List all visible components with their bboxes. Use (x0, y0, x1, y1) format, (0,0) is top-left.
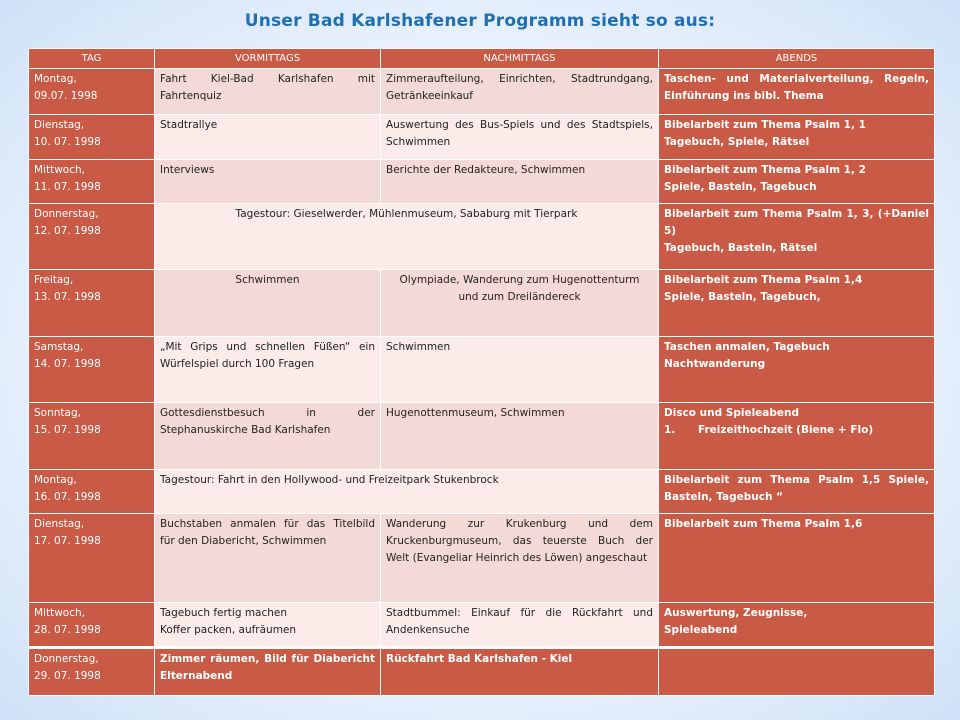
afternoon-text: Olympiade, Wanderung zum Hugenottenturm (399, 274, 640, 286)
list-text: Freizeithochzeit (Biene + Flo) (698, 424, 874, 436)
header-nachmittags: NACHMITTAGS (381, 49, 659, 69)
date-label: 15. 07. 1998 (34, 424, 101, 436)
evening-cell (659, 160, 935, 204)
day-label: Freitag, (34, 274, 74, 286)
header-row (29, 49, 935, 69)
morning-text: Gottesdienstbesuch in der (160, 407, 375, 419)
afternoon-text: Schwimmen (386, 341, 451, 353)
morning-cell (155, 403, 381, 470)
afternoon-text: Stadtbummel: Einkauf für die Rückfahrt und (386, 607, 653, 619)
day-cell (29, 270, 155, 337)
evening-text: Bibelarbeit zum Thema Psalm 1,6 (664, 518, 863, 530)
day-cell (29, 470, 155, 514)
evening-text: Tagebuch, Spiele, Rätsel (664, 136, 810, 148)
evening-text: Disco und Spieleabend (664, 407, 800, 419)
morning-text: Stadtrallye (160, 119, 218, 131)
evening-cell (659, 115, 935, 160)
morning-text: für den Diabericht, Schwimmen (160, 535, 327, 547)
date-label: 10. 07. 1998 (34, 136, 101, 148)
date-label: 29. 07. 1998 (34, 670, 101, 682)
afternoon-text: Rückfahrt Bad Karlshafen - Kiel (386, 653, 573, 665)
afternoon-text: Zimmeraufteilung, Einrichten, Stadtrundgang, (386, 73, 653, 85)
table-row (29, 403, 935, 470)
date-label: 12. 07. 1998 (34, 225, 101, 237)
table-row (29, 514, 935, 603)
evening-cell (659, 603, 935, 648)
afternoon-cell (381, 115, 659, 160)
morning-text: „Mit Grips und schnellen Füßen“ ein (160, 341, 375, 353)
evening-cell (659, 69, 935, 115)
evening-text: Nachtwanderung (664, 358, 766, 370)
day-tour-cell (155, 204, 659, 270)
evening-text: Taschen- und Materialverteilung, Regeln, (664, 73, 929, 85)
morning-text: Interviews (160, 164, 215, 176)
morning-text: Stephanuskirche Bad Karlshafen (160, 424, 331, 436)
page-title: Unser Bad Karlshafener Programm sieht so aus: (244, 11, 716, 31)
morning-text: Fahrt Kiel-Bad Karlshafen mit (160, 73, 375, 85)
evening-text: Spiele, Basteln, Tagebuch, (664, 291, 821, 303)
afternoon-text: Getränkeeinkauf (386, 90, 473, 102)
morning-cell (155, 337, 381, 403)
afternoon-cell (381, 160, 659, 204)
evening-cell (659, 403, 935, 470)
morning-cell (155, 69, 381, 115)
evening-text: Basteln, Tagebuch “ (664, 491, 783, 503)
day-label: Montag, (34, 474, 77, 486)
afternoon-text: Auswertung des Bus-Spiels und des Stadtspiels, (386, 119, 653, 131)
evening-text: Taschen anmalen, Tagebuch (664, 341, 830, 353)
date-label: 17. 07. 1998 (34, 535, 101, 547)
day-cell (29, 115, 155, 160)
morning-text: Tagebuch fertig machen (160, 607, 288, 619)
evening-text: Auswertung, Zeugnisse, (664, 607, 808, 619)
day-tour-text: Tagestour: Fahrt in den Hollywood- und Freizeitpark Stukenbrock (160, 474, 499, 486)
afternoon-cell (381, 603, 659, 648)
day-label: Dienstag, (34, 518, 85, 530)
date-label: 16. 07. 1998 (34, 491, 101, 503)
day-cell (29, 69, 155, 115)
morning-text: Fahrtenquiz (160, 90, 222, 102)
afternoon-text: Welt (Evangeliar Heinrich des Löwen) angeschaut (386, 552, 648, 564)
evening-text: Bibelarbeit zum Thema Psalm 1,4 (664, 274, 863, 286)
day-label: Sonntag, (34, 407, 81, 419)
day-cell (29, 337, 155, 403)
morning-cell (155, 160, 381, 204)
afternoon-cell (381, 337, 659, 403)
afternoon-text: Andenkensuche (386, 624, 470, 636)
morning-text: Würfelspiel durch 100 Fragen (160, 358, 315, 370)
afternoon-text: Schwimmen (386, 136, 451, 148)
afternoon-cell (381, 69, 659, 115)
date-label: 09.07. 1998 (34, 90, 98, 102)
day-label: Montag, (34, 73, 77, 85)
morning-cell (155, 115, 381, 160)
afternoon-text: Wanderung zur Krukenburg und dem (386, 518, 653, 530)
evening-text: Einführung ins bibl. Thema (664, 90, 824, 102)
morning-text: Buchstaben anmalen für das Titelbild (160, 518, 375, 530)
day-label: Mittwoch, (34, 607, 85, 619)
afternoon-text: Hugenottenmuseum, Schwimmen (386, 407, 565, 419)
afternoon-text: Kruckenburgmuseum, das teuerste Buch der (386, 535, 653, 547)
evening-cell (659, 337, 935, 403)
evening-text: Tagebuch, Basteln, Rätsel (664, 242, 818, 254)
day-cell (29, 514, 155, 603)
day-tour-cell (155, 470, 659, 514)
day-tour-text: Tagestour: Gieselwerder, Mühlenmuseum, Sababurg mit Tierpark (235, 208, 578, 220)
evening-text (664, 422, 929, 439)
table-row (29, 603, 935, 648)
evening-cell (659, 470, 935, 514)
afternoon-cell (381, 648, 659, 696)
day-cell (29, 204, 155, 270)
evening-cell (659, 514, 935, 603)
evening-cell (659, 204, 935, 270)
afternoon-cell (381, 270, 659, 337)
day-cell (29, 648, 155, 696)
table-row (29, 115, 935, 160)
afternoon-text: und zum Dreiländereck (458, 291, 581, 303)
list-number: 1. (664, 424, 676, 436)
table-row (29, 204, 935, 270)
day-label: Dienstag, (34, 119, 85, 131)
table-row (29, 69, 935, 115)
date-label: 14. 07. 1998 (34, 358, 101, 370)
day-label: Donnerstag, (34, 653, 99, 665)
afternoon-cell (381, 514, 659, 603)
evening-text: Bibelarbeit zum Thema Psalm 1, 3, (+Daniel 5) (664, 208, 929, 237)
date-label: 13. 07. 1998 (34, 291, 101, 303)
morning-cell (155, 514, 381, 603)
afternoon-cell (381, 403, 659, 470)
table-row (29, 337, 935, 403)
evening-text: Bibelarbeit zum Thema Psalm 1,5 Spiele, (664, 474, 929, 486)
morning-cell (155, 648, 381, 696)
morning-text: Schwimmen (235, 274, 300, 286)
table-row (29, 270, 935, 337)
morning-text: Elternabend (160, 670, 233, 682)
day-label: Donnerstag, (34, 208, 99, 220)
morning-cell (155, 603, 381, 648)
evening-text: Spiele, Basteln, Tagebuch (664, 181, 817, 193)
afternoon-text: Berichte der Redakteure, Schwimmen (386, 164, 586, 176)
evening-text: Bibelarbeit zum Thema Psalm 1, 2 (664, 164, 866, 176)
evening-cell (659, 270, 935, 337)
evening-cell (659, 648, 935, 696)
day-label: Samstag, (34, 341, 84, 353)
morning-text: Koffer packen, aufräumen (160, 624, 297, 636)
date-label: 11. 07. 1998 (34, 181, 101, 193)
day-label: Mittwoch, (34, 164, 85, 176)
day-cell (29, 160, 155, 204)
table-row (29, 470, 935, 514)
table-row (29, 648, 935, 696)
day-cell (29, 603, 155, 648)
day-cell (29, 403, 155, 470)
evening-text: Spieleabend (664, 624, 738, 636)
program-table (28, 48, 935, 696)
header-vormittags: VORMITTAGS (155, 49, 381, 69)
evening-text: Bibelarbeit zum Thema Psalm 1, 1 (664, 119, 866, 131)
header-tag: TAG (29, 49, 155, 69)
header-abends: ABENDS (659, 49, 935, 69)
morning-cell (155, 270, 381, 337)
table-row (29, 160, 935, 204)
date-label: 28. 07. 1998 (34, 624, 101, 636)
morning-text: Zimmer räumen, Bild für Diabericht (160, 653, 375, 665)
